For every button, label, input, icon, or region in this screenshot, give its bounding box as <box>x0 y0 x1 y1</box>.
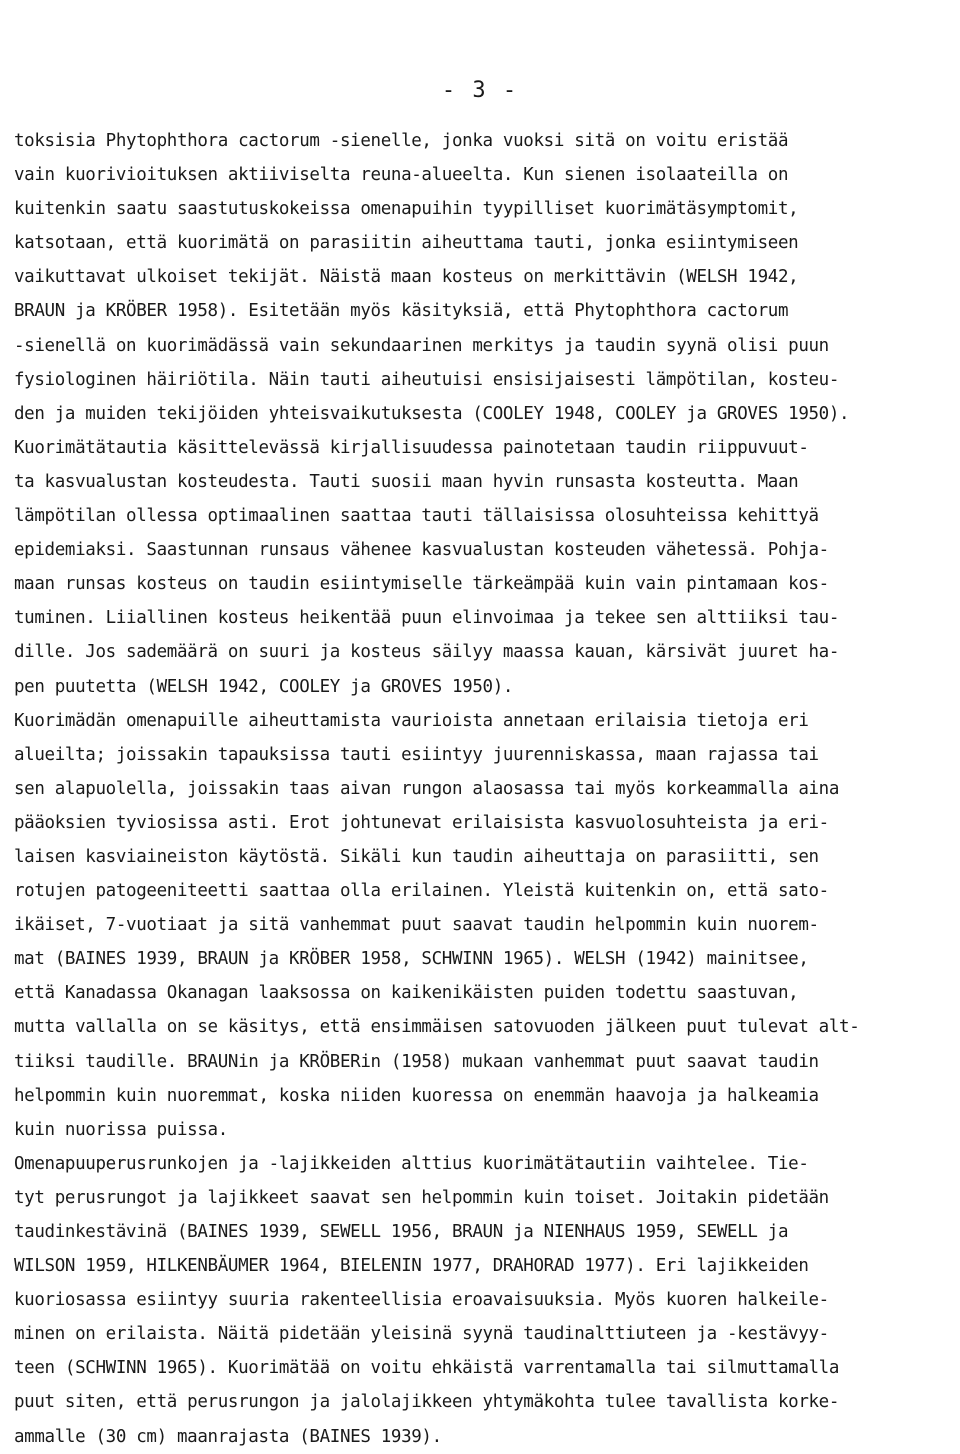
text-line: epidemiaksi. Saastunnan runsaus vähenee kasvualustan kosteuden vähetessä. Pohja- <box>14 540 829 561</box>
text-line: ammalle (30 cm) maanrajasta (BAINES 1939). <box>14 1426 442 1447</box>
text-line: mutta vallalla on se käsitys, että ensimmäisen satovuoden jälkeen puut tulevat alt- <box>14 1017 860 1038</box>
text-line: katsotaan, että kuorimätä on parasiitin aiheuttama tauti, jonka esiintymiseen <box>14 233 799 254</box>
text-line: kuin nuorissa puissa. <box>14 1119 228 1140</box>
text-line: Kuorimädän omenapuille aiheuttamista vaurioista annetaan erilaisia tietoja eri <box>14 710 809 731</box>
text-line: tiiksi taudille. BRAUNin ja KRÖBERin (1958) mukaan vanhemmat puut saavat taudin <box>14 1051 819 1072</box>
body-text <box>0 124 960 1454</box>
text-line: taudinkestävinä (BAINES 1939, SEWELL 1956, BRAUN ja NIENHAUS 1959, SEWELL ja <box>14 1222 789 1242</box>
text-line: minen on erilaista. Näitä pidetään yleisinä syynä taudinalttiuteen ja -kestävyy- <box>14 1324 829 1345</box>
text-line: dille. Jos sademäärä on suuri ja kosteus säilyy maassa kauan, kärsivät juuret ha- <box>14 642 840 663</box>
text-line: ikäiset, 7-vuotiaat ja sitä vanhemmat puut saavat taudin helpommin kuin nuorem- <box>14 915 819 936</box>
text-line: mat (BAINES 1939, BRAUN ja KRÖBER 1958, SCHWINN 1965). WELSH (1942) mainitsee, <box>14 949 809 970</box>
text-line: rotujen patogeeniteetti saattaa olla erilainen. Yleistä kuitenkin on, että sato- <box>14 881 829 902</box>
text-line: pääoksien tyviosissa asti. Erot johtunevat erilaisista kasvuolosuhteista ja eri- <box>14 812 829 833</box>
text-line: laisen kasviaineiston käytöstä. Sikäli kun taudin aiheuttaja on parasiitti, sen <box>14 846 819 867</box>
text-line: vain kuorivioituksen aktiiviselta reuna-alueelta. Kun sienen isolaateilla on <box>14 165 789 186</box>
text-line: toksisia Phytophthora cactorum -sienelle, jonka vuoksi sitä on voitu eristää <box>14 131 789 151</box>
text-line: WILSON 1959, HILKENBÄUMER 1964, BIELENIN 1977, DRAHORAD 1977). Eri lajikkeiden <box>14 1256 809 1277</box>
text-line: ta kasvualustan kosteudesta. Tauti suosii maan hyvin runsasta kosteutta. Maan <box>14 471 799 492</box>
text-line: Kuorimätätautia käsittelevässä kirjallisuudessa painotetaan taudin riippuvuut- <box>14 437 809 458</box>
text-line: pen puutetta (WELSH 1942, COOLEY ja GROVES 1950). <box>14 676 514 697</box>
text-line: maan runsas kosteus on taudin esiintymiselle tärkeämpää kuin vain pintamaan kos- <box>14 574 829 595</box>
text-line: lämpötilan ollessa optimaalinen saattaa tauti tällaisissa olosuhteissa kehittyä <box>14 506 819 527</box>
text-line: sen alapuolella, joissakin taas aivan rungon alaosassa tai myös korkeammalla aina <box>14 778 840 799</box>
text-line: tuminen. Liiallinen kosteus heikentää puun elinvoimaa ja tekee sen alttiiksi tau- <box>14 608 840 629</box>
text-line: Omenapuuperusrunkojen ja -lajikkeiden alttius kuorimätätautiin vaihtelee. Tie- <box>14 1153 809 1174</box>
text-line: teen (SCHWINN 1965). Kuorimätää on voitu ehkäistä varrentamalla tai silmuttamalla <box>14 1358 840 1379</box>
text-line: puut siten, että perusrungon ja jalolajikkeen yhtymäkohta tulee tavallista korke- <box>14 1392 840 1413</box>
page-number: - 3 - <box>441 78 519 103</box>
text-line: den ja muiden tekijöiden yhteisvaikutuksesta (COOLEY 1948, COOLEY ja GROVES 1950). <box>14 403 850 424</box>
text-line: tyt perusrungot ja lajikkeet saavat sen helpommin kuin toiset. Joitakin pidetään <box>14 1187 829 1208</box>
text-line: -sienellä on kuorimädässä vain sekundaarinen merkitys ja taudin syynä olisi puun <box>14 335 829 356</box>
text-line: kuitenkin saatu saastutuskokeissa omenapuihin tyypilliset kuorimätäsymptomit, <box>14 199 799 220</box>
text-line: helpommin kuin nuoremmat, koska niiden kuoressa on enemmän haavoja ja halkeamia <box>14 1085 819 1106</box>
text-line: alueilta; joissakin tapauksissa tauti esiintyy juurenniskassa, maan rajassa tai <box>14 744 819 765</box>
text-line: vaikuttavat ulkoiset tekijät. Näistä maan kosteus on merkittävin (WELSH 1942, <box>14 267 799 288</box>
text-line: että Kanadassa Okanagan laaksossa on kaikenikäisten puiden todettu saastuvan, <box>14 983 799 1004</box>
text-line: BRAUN ja KRÖBER 1958). Esitetään myös käsityksiä, että Phytophthora cactorum <box>14 301 789 322</box>
text-line: fysiologinen häiriötila. Näin tauti aiheutuisi ensisijaisesti lämpötilan, kosteu- <box>14 369 840 390</box>
text-line: kuoriosassa esiintyy suuria rakenteellisia eroavaisuuksia. Myös kuoren halkeile- <box>14 1290 829 1311</box>
